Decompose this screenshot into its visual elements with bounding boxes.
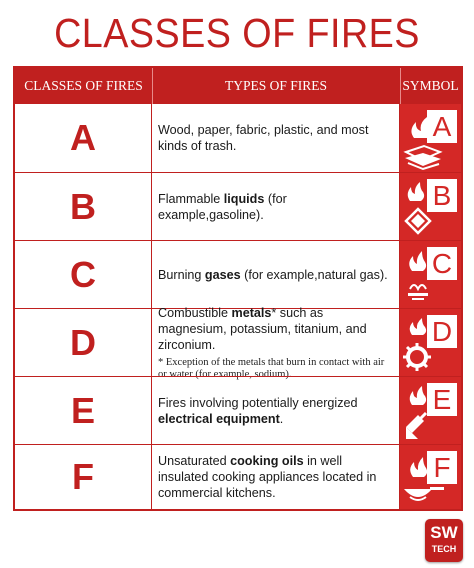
fire-classes-table bbox=[13, 66, 463, 511]
symbol-letter: A bbox=[427, 110, 457, 143]
symbol-letter: E bbox=[427, 383, 457, 416]
symbol-cell bbox=[400, 445, 461, 509]
table-row bbox=[15, 305, 461, 380]
class-letter: E bbox=[15, 377, 152, 444]
table-row bbox=[15, 240, 461, 308]
symbol-letter: F bbox=[427, 451, 457, 484]
symbol-cell bbox=[400, 173, 461, 240]
table-row bbox=[15, 376, 461, 444]
table-row bbox=[15, 104, 461, 172]
fire-type-description: Flammable liquids (for example,gasoline). bbox=[152, 173, 400, 240]
fire-type-description: Burning gases (for example,natural gas). bbox=[152, 241, 400, 308]
footnote: * Exception of the metals that burn in contact with air or water (for example, sodium). bbox=[158, 356, 385, 380]
class-letter: D bbox=[15, 309, 152, 376]
symbol-cell bbox=[400, 309, 461, 376]
header-symbol: SYMBOL bbox=[402, 78, 459, 93]
symbol-letter: C bbox=[427, 247, 457, 280]
sw-tech-logo: SW TECH bbox=[425, 519, 463, 562]
page-title: CLASSES OF FIRES bbox=[54, 10, 420, 56]
symbol-cell bbox=[400, 377, 461, 444]
table-row bbox=[15, 172, 461, 240]
header-classes: CLASSES OF FIRES bbox=[24, 78, 143, 93]
symbol-letter: B bbox=[427, 179, 457, 212]
fire-type-description: Fires involving potentially energized electrical equipment. bbox=[152, 377, 400, 444]
table-row bbox=[15, 444, 461, 509]
class-letter: F bbox=[15, 445, 152, 509]
symbol-letter: D bbox=[427, 315, 457, 348]
class-letter: A bbox=[15, 104, 152, 172]
fire-type-description: Combustible metals* such as magnesium, potassium, titanium, and zirconium. * Exception of the metals that burn in contact with air or water (for example, sodium). bbox=[152, 309, 400, 376]
class-letter: C bbox=[15, 241, 152, 308]
header-types: TYPES OF FIRES bbox=[224, 78, 328, 93]
symbol-cell bbox=[400, 241, 461, 308]
class-letter: B bbox=[15, 173, 152, 240]
fire-type-description: Wood, paper, fabric, plastic, and most kinds of trash. bbox=[152, 104, 400, 172]
fire-type-description: Unsaturated cooking oils in well insulated cooking appliances located in commercial kitchens. bbox=[152, 445, 400, 509]
table-header bbox=[15, 68, 461, 104]
symbol-cell bbox=[400, 104, 461, 172]
